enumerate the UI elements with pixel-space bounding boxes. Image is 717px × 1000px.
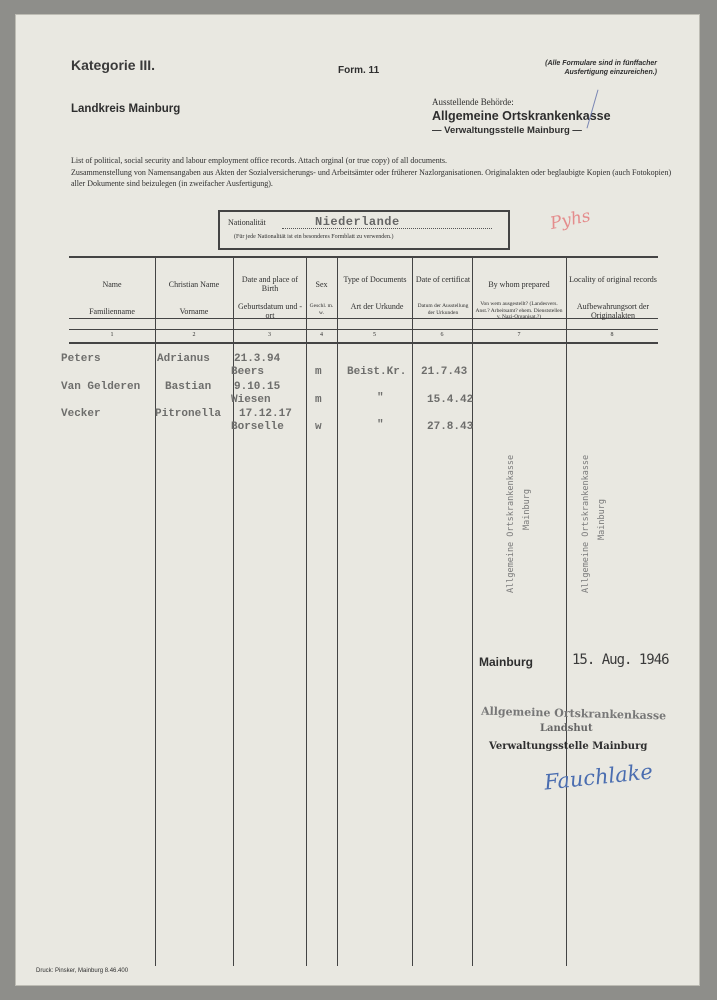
col-header-type: Type of Documents bbox=[343, 275, 407, 284]
office-stamp-line3: Verwaltungsstelle Mainburg bbox=[489, 741, 648, 752]
col-header-prepared: By whom prepared bbox=[488, 280, 550, 289]
col-number: 8 bbox=[610, 332, 614, 338]
col-number: 2 bbox=[192, 332, 196, 338]
nationality-note: (Für jede Nationalität ist ein besonderes Formblatt zu verwenden.) bbox=[234, 234, 394, 240]
row-name: Vecker bbox=[61, 408, 101, 420]
office-stamp-line1: Allgemeine Ortskrankenkasse bbox=[480, 704, 667, 723]
nationality-box bbox=[218, 210, 510, 250]
issuing-office: — Verwaltungsstelle Mainburg — bbox=[432, 125, 582, 136]
row-place: Wiesen bbox=[231, 394, 271, 406]
col-divider bbox=[472, 256, 473, 966]
row-first-name: Bastian bbox=[165, 381, 212, 393]
row-name: Peters bbox=[61, 353, 101, 365]
nationality-value: Niederlande bbox=[315, 215, 400, 229]
vertical-stamp-1b: Mainburg bbox=[522, 489, 532, 530]
intro-english: List of political, social security and labour employment office records. Attach orginal (or true copy) of all documents. bbox=[71, 156, 448, 165]
printer-imprint: Druck: Pinsker, Mainburg 8.46.400 bbox=[36, 968, 129, 974]
table-top-rule bbox=[69, 256, 658, 258]
col-divider bbox=[306, 256, 307, 966]
col-divider bbox=[155, 256, 156, 966]
col-sub-name: Familienname bbox=[89, 307, 135, 316]
col-number: 1 bbox=[110, 332, 114, 338]
col-sub-prepared: Von wem ausgestellt? (Landesvers. Anst.? Arbeitsamt? ehem. Dienststellen v. Nazi-Organisat.?) bbox=[475, 301, 563, 320]
col-divider bbox=[566, 256, 567, 966]
issuing-authority: Allgemeine Ortskrankenkasse bbox=[432, 109, 611, 123]
col-divider bbox=[337, 256, 338, 966]
intro-german: Zusammenstellung von Namensangaben aus Akten der Sozialversicherungs- und Arbeitsämter oder früherer Nazlorganisationen. Originalakten oder beglaubigte Kopien (auch Fotokopien) aller Dokumente sind beizulegen (in zweifacher Ausfertigung). bbox=[71, 167, 672, 188]
row-doc-type: " bbox=[377, 419, 384, 431]
col-sub-type: Art der Urkunde bbox=[350, 302, 404, 311]
col-sub-christian-name: Vorname bbox=[179, 307, 209, 316]
intro-text bbox=[71, 155, 676, 190]
office-stamp-line2: Landshut bbox=[540, 723, 593, 734]
col-sub-birth: Geburtsdatum und -ort bbox=[238, 302, 302, 320]
district-label: Landkreis Mainburg bbox=[71, 103, 181, 115]
row-place: Borselle bbox=[231, 421, 284, 433]
col-header-date: Date of certificat bbox=[415, 275, 471, 284]
col-divider bbox=[412, 256, 413, 966]
col-number: 4 bbox=[320, 332, 323, 338]
records-table bbox=[61, 256, 658, 966]
col-header-sex: Sex bbox=[315, 280, 328, 289]
row-dob: 17.12.17 bbox=[239, 408, 292, 420]
col-number: 3 bbox=[268, 332, 271, 338]
row-name: Van Gelderen bbox=[61, 381, 141, 393]
vertical-stamp-1a: Allgemeine Ortskrankenkasse bbox=[506, 454, 516, 593]
row-date: 15.4.42 bbox=[427, 394, 474, 406]
col-sub-date: Datum der Ausstellung der Urkunden bbox=[417, 303, 469, 316]
stamp-date: 15. Aug. 1946 bbox=[572, 652, 669, 668]
col-number: 5 bbox=[373, 332, 376, 338]
row-sex: w bbox=[315, 421, 322, 433]
pencil-note: Pyhs bbox=[548, 205, 593, 235]
row-date: 27.8.43 bbox=[427, 421, 474, 433]
nationality-label: Nationalität bbox=[228, 218, 266, 227]
col-header-name: Name bbox=[102, 280, 122, 289]
table-number-rule bbox=[69, 342, 658, 344]
row-first-name: Pitronella bbox=[155, 408, 222, 420]
row-first-name: Adrianus bbox=[157, 353, 210, 365]
table-header-rule bbox=[69, 318, 658, 319]
form-note-line1: (Alle Formulare sind in fünffacher bbox=[545, 60, 657, 67]
table-sub-rule bbox=[69, 329, 658, 330]
vertical-stamp-2a: Allgemeine Ortskrankenkasse bbox=[581, 454, 591, 593]
issuing-label: Ausstellende Behörde: bbox=[432, 97, 514, 107]
col-sub-sex: Geschl. m. w. bbox=[309, 303, 334, 316]
col-header-locality: Locality of original records bbox=[569, 275, 657, 284]
stamp-place: Mainburg bbox=[479, 655, 533, 669]
row-doc-type: Beist.Kr. bbox=[347, 366, 407, 378]
row-date: 21.7.43 bbox=[421, 366, 468, 378]
row-doc-type: " bbox=[377, 392, 384, 404]
row-dob: 21.3.94 bbox=[234, 353, 281, 365]
col-number: 7 bbox=[517, 332, 521, 338]
col-header-birth: Date and place of Birth bbox=[241, 275, 299, 293]
form-note-line2: Ausfertigung einzureichen.) bbox=[564, 69, 657, 76]
row-dob: 9.10.15 bbox=[234, 381, 281, 393]
form-note bbox=[545, 59, 657, 77]
col-header-christian-name: Christian Name bbox=[168, 280, 220, 289]
signature: Fauchlake bbox=[543, 759, 654, 795]
vertical-stamp-2b: Mainburg bbox=[597, 499, 607, 540]
row-place: Beers bbox=[231, 366, 265, 378]
col-sub-locality: Aufbewahrungsort der Originalakten bbox=[576, 302, 650, 320]
col-number: 6 bbox=[440, 332, 444, 338]
row-sex: m bbox=[315, 366, 322, 378]
category-label: Kategorie III. bbox=[71, 57, 156, 73]
form-number: Form. 11 bbox=[338, 65, 380, 76]
row-sex: m bbox=[315, 394, 322, 406]
document-page bbox=[15, 14, 700, 986]
